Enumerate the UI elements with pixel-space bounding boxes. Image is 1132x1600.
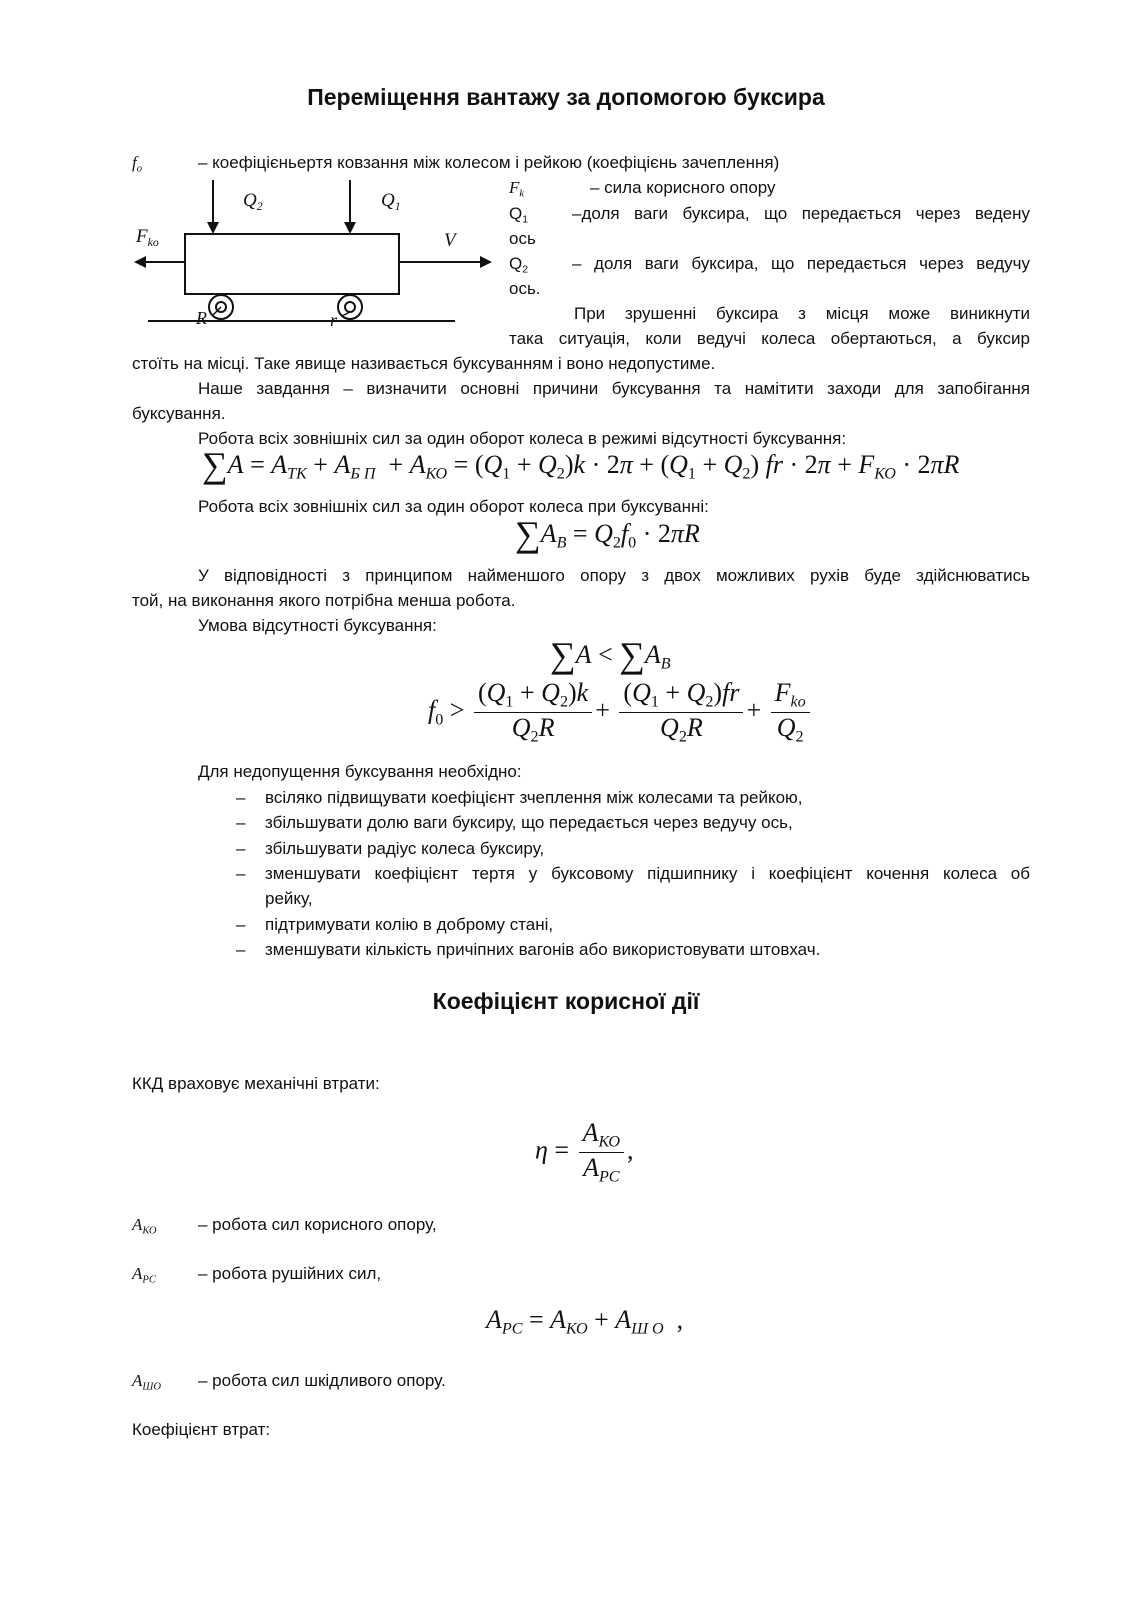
def-ako-symbol: $A_{КО}$ bbox=[132, 1215, 157, 1237]
diagram-label-r: r bbox=[330, 310, 338, 330]
list-bullet: – bbox=[236, 864, 246, 883]
def-fk-text: – сила корисного опору bbox=[590, 178, 776, 197]
diagram-label-q1: $Q_1$ bbox=[381, 190, 401, 214]
def-q2-text-cont: ось. bbox=[509, 279, 541, 298]
def-q1-text-cont: ось bbox=[509, 229, 536, 248]
para-2-line-2: буксування. bbox=[132, 404, 226, 423]
formula-work-no-slip: $\sum A = A_{ТК} + A_{Б П} + A_{КО} = (Q_1 + Q_2)k \cdot 2\pi + (Q_1 + Q_2)$ fr · $2\pi + F_{КО} \cdot 2\pi R$ bbox=[202, 445, 960, 485]
section-title-efficiency: Коефіцієнт корисної дії bbox=[432, 988, 700, 1014]
list-bullet: – bbox=[236, 839, 246, 858]
diagram-label-v: V bbox=[444, 230, 456, 251]
list-item-cont: рейку, bbox=[265, 889, 313, 908]
def-q2-symbol: $Q_2$ bbox=[509, 254, 529, 276]
def-arc-text: – робота рушійних сил, bbox=[198, 1264, 382, 1283]
list-bullet: – bbox=[236, 813, 246, 832]
wheel-front bbox=[338, 295, 362, 319]
def-q1-text: –доля ваги буксира, що передається через ведену bbox=[572, 204, 1030, 223]
def-asho-text: – робота сил шкідливого опору. bbox=[198, 1371, 446, 1390]
list-item: зменшувати коефіцієнт тертя у буксовому підшипнику і коефіцієнт кочення колеса об bbox=[265, 864, 1030, 883]
para-5-line-1: У відповідності з принципом найменшого опору з двох можливих рухів буде здійснюватись bbox=[198, 566, 1030, 585]
para-7: Для недопущення буксування необхідно: bbox=[198, 762, 522, 781]
formula-efficiency: η = $\frac{A_{КО}}{A_{РС}}$ , bbox=[535, 1118, 634, 1186]
para-5-line-2: той, на виконання якого потрібна менша робота. bbox=[132, 591, 516, 610]
list-item: зменшувати кількість причіпних вагонів або використовувати штовхач. bbox=[265, 940, 821, 959]
def-f0-text: – коефіцієньертя ковзання між колесом і рейкою (коефіцієнь зачеплення) bbox=[198, 153, 780, 172]
page-title: Переміщення вантажу за допомогою буксира bbox=[307, 84, 825, 110]
def-ako-text: – робота сил корисного опору, bbox=[198, 1215, 437, 1234]
q1-arrow-head bbox=[344, 222, 356, 234]
fko-arrow-head bbox=[134, 256, 146, 268]
list-bullet: – bbox=[236, 788, 246, 807]
formula-condition-f0: $f_0$ > $\frac{(Q_1 + Q_2)k}{Q_2R}$ + $\frac{(Q_1 + Q_2)fr}{Q_2R}$ + $\frac{F_{ko}}{Q_2}$ bbox=[428, 678, 813, 747]
para-1-line-2: така ситуація, коли ведучі колеса обертаються, а буксир bbox=[509, 329, 1030, 348]
radius-line-front bbox=[342, 312, 350, 316]
q2-arrow-head bbox=[207, 222, 219, 234]
def-q2-text: – доля ваги буксира, що передається через ведучу bbox=[572, 254, 1030, 273]
kkd-intro: ККД враховує механічні втрати: bbox=[132, 1074, 380, 1093]
diagram-label-q2: $Q_2$ bbox=[243, 190, 263, 214]
def-arc-symbol: $A_{РС}$ bbox=[132, 1264, 156, 1286]
tug-body bbox=[185, 234, 399, 294]
para-6: Умова відсутності буксування: bbox=[198, 616, 437, 635]
formula-work-slip: $\sum A_B = Q_2f_0 \cdot 2\pi R$ bbox=[515, 514, 700, 554]
wheel-front-hub bbox=[345, 302, 355, 312]
def-f0-symbol: $f_o$ bbox=[132, 153, 142, 175]
list-item: підтримувати колію в доброму стані, bbox=[265, 915, 554, 934]
list-item: всіляко підвищувати коефіцієнт зчеплення між колесами та рейкою, bbox=[265, 788, 803, 807]
para-1-line-3: стоїть на місці. Таке явище називається буксуванням і воно недопустиме. bbox=[132, 354, 716, 373]
diagram-label-fko: $F_{ko}$ bbox=[136, 226, 159, 250]
v-arrow-head bbox=[480, 256, 492, 268]
tug-diagram bbox=[120, 180, 500, 340]
def-fk-symbol: $F_k$ bbox=[509, 178, 525, 200]
formula-condition-sum: $\sum A < \sum A_B$ bbox=[550, 635, 671, 675]
losses-heading: Коефіцієнт втрат: bbox=[132, 1420, 271, 1439]
diagram-label-R: R bbox=[196, 308, 207, 328]
para-3: Робота всіх зовнішніх сил за один оборот колеса в режимі відсутності буксування: bbox=[198, 429, 847, 448]
formula-driving-work: $A_{РС} = A_{КО} + A_{Ш О}$ , bbox=[486, 1305, 684, 1338]
def-q1-symbol: $Q_1$ bbox=[509, 204, 529, 226]
list-bullet: – bbox=[236, 915, 246, 934]
list-item: збільшувати радіус колеса буксиру, bbox=[265, 839, 545, 858]
para-2-line-1: Наше завдання – визначити основні причини буксування та намітити заходи для запобігання bbox=[198, 379, 1030, 398]
para-4: Робота всіх зовнішніх сил за один оборот колеса при буксуванні: bbox=[198, 497, 709, 516]
para-1-line-1: При зрушенні буксира з місця може виникнути bbox=[574, 304, 1030, 323]
list-bullet: – bbox=[236, 940, 246, 959]
def-asho-symbol: $A_{ШО}$ bbox=[132, 1371, 161, 1393]
list-item: збільшувати долю ваги буксиру, що передається через ведучу ось, bbox=[265, 813, 793, 832]
